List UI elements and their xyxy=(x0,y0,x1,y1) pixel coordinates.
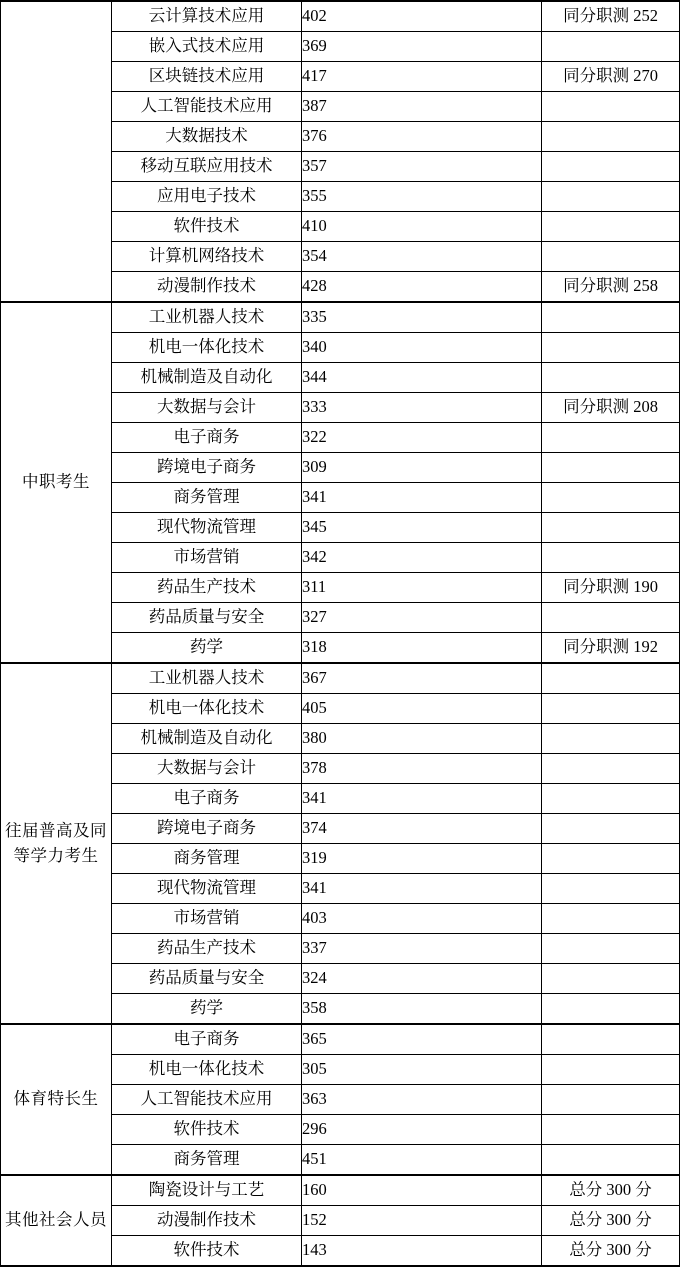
note-cell xyxy=(542,333,680,363)
note-cell xyxy=(542,694,680,724)
score-cell: 296 xyxy=(302,1115,542,1145)
major-name-cell: 工业机器人技术 xyxy=(112,663,302,694)
major-name-cell: 市场营销 xyxy=(112,904,302,934)
table-row xyxy=(1,302,680,333)
note-cell: 同分职测 192 xyxy=(542,633,680,664)
major-name-cell: 机械制造及自动化 xyxy=(112,363,302,393)
score-cell: 387 xyxy=(302,92,542,122)
note-cell xyxy=(542,603,680,633)
candidate-group-cell xyxy=(1,302,112,663)
score-cell: 417 xyxy=(302,62,542,92)
major-name-cell: 商务管理 xyxy=(112,483,302,513)
table-row xyxy=(1,1024,680,1055)
major-name-cell: 应用电子技术 xyxy=(112,182,302,212)
score-cell: 355 xyxy=(302,182,542,212)
score-cell: 341 xyxy=(302,874,542,904)
major-name-cell: 嵌入式技术应用 xyxy=(112,32,302,62)
score-cell: 403 xyxy=(302,904,542,934)
score-cell: 345 xyxy=(302,513,542,543)
major-name-cell: 电子商务 xyxy=(112,784,302,814)
major-name-cell: 工业机器人技术 xyxy=(112,302,302,333)
note-cell: 同分职测 252 xyxy=(542,1,680,32)
note-cell: 同分职测 190 xyxy=(542,573,680,603)
major-name-cell: 区块链技术应用 xyxy=(112,62,302,92)
score-cell: 160 xyxy=(302,1175,542,1206)
note-cell xyxy=(542,784,680,814)
note-cell xyxy=(542,212,680,242)
score-cell: 322 xyxy=(302,423,542,453)
major-name-cell: 移动互联应用技术 xyxy=(112,152,302,182)
note-cell xyxy=(542,1115,680,1145)
candidate-group-cell xyxy=(1,663,112,1024)
score-cell: 335 xyxy=(302,302,542,333)
major-name-cell: 软件技术 xyxy=(112,1115,302,1145)
candidate-group-cell xyxy=(1,1175,112,1266)
score-cell: 327 xyxy=(302,603,542,633)
major-name-cell: 人工智能技术应用 xyxy=(112,92,302,122)
note-cell: 总分 300 分 xyxy=(542,1175,680,1206)
note-cell xyxy=(542,302,680,333)
major-name-cell: 药学 xyxy=(112,994,302,1025)
score-cell: 378 xyxy=(302,754,542,784)
table-row xyxy=(1,1,680,32)
score-cell: 380 xyxy=(302,724,542,754)
major-name-cell: 跨境电子商务 xyxy=(112,814,302,844)
note-cell xyxy=(542,844,680,874)
note-cell xyxy=(542,182,680,212)
candidate-group-label: 其他社会人员 xyxy=(5,1210,107,1230)
score-cell: 337 xyxy=(302,934,542,964)
score-cell: 402 xyxy=(302,1,542,32)
note-cell xyxy=(542,904,680,934)
major-name-cell: 软件技术 xyxy=(112,212,302,242)
note-cell xyxy=(542,663,680,694)
candidate-group-label: 中职考生 xyxy=(22,472,90,492)
major-name-cell: 跨境电子商务 xyxy=(112,453,302,483)
major-name-cell: 大数据与会计 xyxy=(112,393,302,423)
note-cell xyxy=(542,724,680,754)
score-cell: 305 xyxy=(302,1055,542,1085)
score-cell: 342 xyxy=(302,543,542,573)
major-name-cell: 药品生产技术 xyxy=(112,573,302,603)
score-cell: 340 xyxy=(302,333,542,363)
major-name-cell: 电子商务 xyxy=(112,423,302,453)
note-cell: 同分职测 258 xyxy=(542,272,680,303)
note-cell xyxy=(542,242,680,272)
table-body xyxy=(1,1,680,1266)
major-name-cell: 计算机网络技术 xyxy=(112,242,302,272)
major-name-cell: 动漫制作技术 xyxy=(112,1206,302,1236)
note-cell xyxy=(542,994,680,1025)
score-cell: 365 xyxy=(302,1024,542,1055)
score-cell: 324 xyxy=(302,964,542,994)
score-cell: 318 xyxy=(302,633,542,664)
note-cell xyxy=(542,122,680,152)
major-name-cell: 大数据技术 xyxy=(112,122,302,152)
note-cell xyxy=(542,964,680,994)
major-name-cell: 机械制造及自动化 xyxy=(112,724,302,754)
note-cell xyxy=(542,543,680,573)
score-cell: 333 xyxy=(302,393,542,423)
candidate-group-label: 往届普高及同等学力考生 xyxy=(5,820,107,865)
score-cell: 357 xyxy=(302,152,542,182)
note-cell: 同分职测 208 xyxy=(542,393,680,423)
major-name-cell: 商务管理 xyxy=(112,844,302,874)
major-name-cell: 机电一体化技术 xyxy=(112,1055,302,1085)
score-cell: 319 xyxy=(302,844,542,874)
score-cell: 311 xyxy=(302,573,542,603)
major-name-cell: 云计算技术应用 xyxy=(112,1,302,32)
score-cell: 428 xyxy=(302,272,542,303)
candidate-group-cell xyxy=(1,1,112,302)
score-cell: 410 xyxy=(302,212,542,242)
note-cell xyxy=(542,934,680,964)
note-cell xyxy=(542,92,680,122)
score-cell: 309 xyxy=(302,453,542,483)
note-cell xyxy=(542,453,680,483)
major-name-cell: 商务管理 xyxy=(112,1145,302,1176)
major-name-cell: 大数据与会计 xyxy=(112,754,302,784)
note-cell xyxy=(542,363,680,393)
note-cell xyxy=(542,1055,680,1085)
major-name-cell: 人工智能技术应用 xyxy=(112,1085,302,1115)
note-cell xyxy=(542,874,680,904)
score-cell: 143 xyxy=(302,1236,542,1267)
score-cell: 341 xyxy=(302,784,542,814)
note-cell xyxy=(542,754,680,784)
major-name-cell: 药品生产技术 xyxy=(112,934,302,964)
major-name-cell: 陶瓷设计与工艺 xyxy=(112,1175,302,1206)
note-cell xyxy=(542,814,680,844)
score-cell: 152 xyxy=(302,1206,542,1236)
major-name-cell: 机电一体化技术 xyxy=(112,333,302,363)
score-cell: 363 xyxy=(302,1085,542,1115)
note-cell xyxy=(542,1145,680,1176)
score-cell: 376 xyxy=(302,122,542,152)
score-cell: 367 xyxy=(302,663,542,694)
score-cell: 354 xyxy=(302,242,542,272)
major-name-cell: 软件技术 xyxy=(112,1236,302,1267)
table-row xyxy=(1,1175,680,1206)
table-row xyxy=(1,663,680,694)
note-cell xyxy=(542,1024,680,1055)
note-cell xyxy=(542,513,680,543)
score-cell: 344 xyxy=(302,363,542,393)
major-name-cell: 市场营销 xyxy=(112,543,302,573)
score-cell: 358 xyxy=(302,994,542,1025)
major-name-cell: 药品质量与安全 xyxy=(112,603,302,633)
score-cell: 374 xyxy=(302,814,542,844)
major-name-cell: 药学 xyxy=(112,633,302,664)
major-name-cell: 现代物流管理 xyxy=(112,874,302,904)
note-cell: 同分职测 270 xyxy=(542,62,680,92)
major-name-cell: 药品质量与安全 xyxy=(112,964,302,994)
note-cell xyxy=(542,423,680,453)
note-cell: 总分 300 分 xyxy=(542,1236,680,1267)
note-cell xyxy=(542,152,680,182)
score-cell: 369 xyxy=(302,32,542,62)
note-cell xyxy=(542,1085,680,1115)
candidate-group-label: 体育特长生 xyxy=(13,1089,99,1109)
score-cell: 405 xyxy=(302,694,542,724)
major-name-cell: 现代物流管理 xyxy=(112,513,302,543)
score-cell: 341 xyxy=(302,483,542,513)
major-name-cell: 机电一体化技术 xyxy=(112,694,302,724)
major-name-cell: 动漫制作技术 xyxy=(112,272,302,303)
note-cell xyxy=(542,483,680,513)
note-cell xyxy=(542,32,680,62)
candidate-group-cell xyxy=(1,1024,112,1175)
score-cell: 451 xyxy=(302,1145,542,1176)
major-name-cell: 电子商务 xyxy=(112,1024,302,1055)
note-cell: 总分 300 分 xyxy=(542,1206,680,1236)
